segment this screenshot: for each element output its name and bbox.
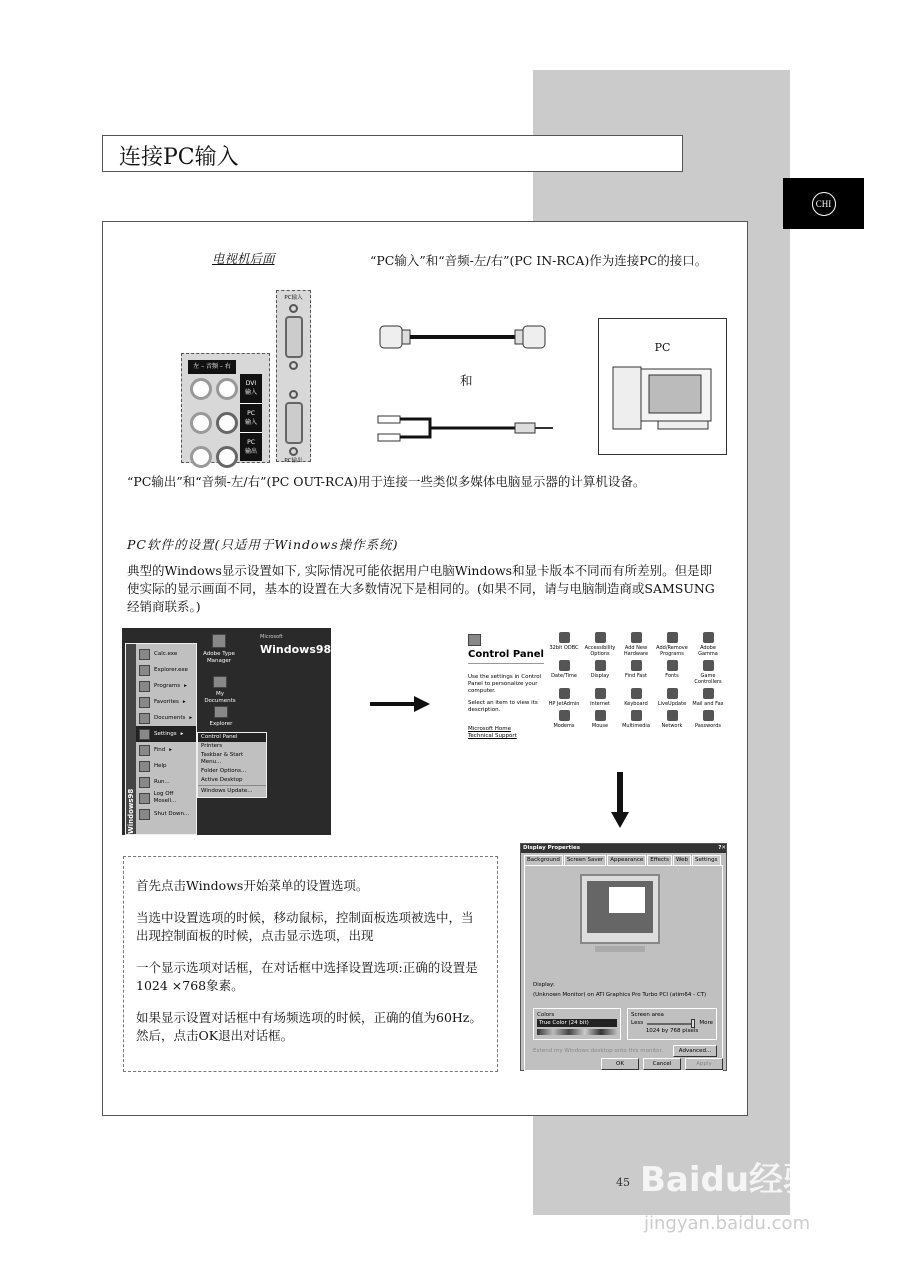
dialog-tabs [521, 853, 726, 865]
display-properties-dialog [520, 843, 727, 1071]
software-description: 典型的Windows显示设置如下, 实际情况可能依据用户电脑Windows和显卡版本不同而有所差别。但是即使实际的显示画面不同，基本的设置在大多数情况下是相同的。(如果不同，请与电脑制造商或SAMSUNG经销商联系。) [127, 563, 715, 614]
control-panel-item-icon [631, 688, 642, 699]
control-panel-item[interactable]: Network [654, 710, 690, 729]
control-panel-item-icon [667, 632, 678, 643]
dialog-tab[interactable]: Effects [647, 855, 672, 865]
dialog-tab[interactable]: Settings [692, 855, 721, 865]
control-panel-item[interactable]: HP JetAdmin [546, 688, 582, 707]
menu-item[interactable]: Explorer.exe [136, 662, 196, 678]
control-panel-item[interactable]: Passwords [690, 710, 726, 729]
control-panel-item-icon [595, 660, 606, 671]
menu-item[interactable]: Programs ▸ [136, 678, 196, 694]
pc-in-description: “PC输入”和“音频-左/右”(PC IN-RCA)作为连接PC的接口。 [370, 253, 708, 268]
control-panel-item[interactable]: Keyboard [618, 688, 654, 707]
pc-out-audio-label: PC 输出 [240, 432, 262, 461]
submenu-item[interactable]: Taskbar & Start Menu... [201, 752, 244, 765]
control-panel-item[interactable]: Adobe Gamma [690, 632, 726, 657]
control-panel-item-icon [667, 710, 678, 721]
help-close-icon[interactable]: ?✕ [718, 845, 726, 851]
vga-panel [276, 290, 311, 462]
start-menu-screenshot [122, 628, 331, 835]
dialog-tab[interactable]: Web [673, 855, 691, 865]
menu-item[interactable]: Help [136, 758, 196, 774]
control-panel-item-icon [559, 710, 570, 721]
vga-cable-icon [380, 326, 545, 348]
submenu-control-panel[interactable]: Control Panel [198, 733, 266, 742]
control-panel-item[interactable]: Display [582, 660, 618, 679]
menu-item[interactable]: Documents ▸ [136, 710, 196, 726]
control-panel-item-icon [595, 632, 606, 643]
desktop-icon: My Documents [200, 676, 240, 705]
control-panel-item-icon [559, 688, 570, 699]
display-label: Display: [533, 982, 555, 988]
vga-port-in [285, 316, 303, 358]
menu-item[interactable]: Calc.exe [136, 646, 196, 662]
pc-out-vga-label: PC输出 [284, 458, 303, 464]
microsoft-home-link[interactable]: Microsoft Home [468, 726, 512, 732]
control-panel-item[interactable]: Date/Time [546, 660, 582, 679]
control-panel-item[interactable]: Modems [546, 710, 582, 729]
control-panel-item-icon [703, 632, 714, 643]
pc-in-audio-label: PC 输入 [240, 403, 262, 432]
baidu-watermark: Baidu经验 [640, 1160, 818, 1200]
control-panel-item-icon [703, 710, 714, 721]
display-value: (Unknown Monitor) on ATI Graphics Pro Turbo PCI (atim64 - CT) [533, 992, 707, 998]
language-tab [783, 178, 864, 229]
menu-item[interactable]: Log Off Mosell... [136, 790, 196, 806]
control-panel-item[interactable]: Game Controllers [690, 660, 726, 685]
technical-support-link[interactable]: Technical Support [468, 733, 517, 739]
colors-select[interactable]: True Color (24 bit) [537, 1019, 617, 1027]
tv-rear-caption: 电视机后面 [212, 251, 275, 266]
menu-item[interactable]: Shut Down... [136, 806, 196, 822]
arrow-down-icon [610, 772, 630, 830]
control-panel-screenshot [464, 628, 727, 762]
instruction-step: 一个显示选项对话框，在对话框中选择设置选项:正确的设置是1024 ×768象素。 [136, 960, 478, 993]
dvi-in-label: DVI 输入 [240, 374, 262, 403]
instruction-step: 首先点击Windows开始菜单的设置选项。 [136, 878, 369, 893]
language-label: CHI [812, 192, 836, 216]
ok-button[interactable]: OK [601, 1058, 639, 1070]
control-panel-item[interactable]: Add/Remove Programs [654, 632, 690, 657]
instruction-step: 当选中设置选项的时候，移动鼠标，控制面板选项被选中，当出现控制面板的时候，点击显示选项，出现 [136, 910, 474, 943]
control-panel-item-icon [667, 660, 678, 671]
dialog-tab[interactable]: Screen Saver [564, 855, 606, 865]
page-number: 45 [616, 1176, 630, 1189]
resolution-slider[interactable] [647, 1023, 695, 1025]
control-panel-item-icon [595, 710, 606, 721]
control-panel-item-icon [631, 660, 642, 671]
resolution-value: 1024 by 768 pixels [645, 1028, 699, 1034]
cancel-button[interactable]: Cancel [643, 1058, 681, 1070]
vga-port-out [285, 402, 303, 444]
pc-in-vga-label: PC输入 [284, 295, 303, 301]
control-panel-hint: Select an item to view its description. [468, 700, 538, 713]
monitor-preview [580, 874, 660, 944]
start-menu-side-banner: Windows98 [126, 644, 136, 834]
control-panel-item[interactable]: Accessibility Options [582, 632, 618, 657]
screen-area-group: Screen area Less More 1024 by 768 pixels [627, 1008, 717, 1040]
submenu-item[interactable]: Printers [201, 743, 223, 749]
control-panel-item[interactable]: Multimedia [618, 710, 654, 729]
control-panel-item-icon [631, 710, 642, 721]
dialog-tab[interactable]: Background [524, 855, 563, 865]
extend-desktop-checkbox[interactable]: Extend my Windows desktop onto this monitor. [533, 1048, 664, 1054]
submenu-item[interactable]: Active Desktop [201, 777, 243, 783]
control-panel-item[interactable]: LiveUpdate [654, 688, 690, 707]
control-panel-item-icon [703, 688, 714, 699]
control-panel-item[interactable]: Mouse [582, 710, 618, 729]
dialog-titlebar: Display Properties ?✕ [523, 845, 726, 851]
advanced-button[interactable]: Advanced... [673, 1045, 717, 1057]
control-panel-item[interactable]: Internet [582, 688, 618, 707]
instruction-step: 如果显示设置对话框中有场频选项的时候，正确的值为60Hz。然后，点击OK退出对话框。 [136, 1010, 482, 1043]
software-heading: PC软件的设置(只适用于Windows操作系统) [127, 537, 399, 552]
pc-label: PC [654, 341, 671, 354]
desktop-icon: Adobe Type Manager [202, 634, 236, 665]
control-panel-item[interactable]: 32bit ODBC [546, 632, 582, 651]
apply-button[interactable]: Apply [685, 1058, 723, 1070]
audio-cable-icon [378, 416, 553, 441]
submenu-item[interactable]: Windows Update... [198, 785, 266, 797]
control-panel-item-icon [667, 688, 678, 699]
arrow-right-icon [370, 694, 432, 714]
watermark-url: jingyan.baidu.com [644, 1213, 811, 1234]
pc-out-description: “PC输出”和“音频-左/右”(PC OUT-RCA)用于连接一些类似多媒体电脑显示器的计算机设备。 [127, 474, 646, 489]
computer-icon [603, 357, 723, 437]
audio-panel [181, 353, 270, 463]
desktop-icon: Explorer [206, 706, 236, 728]
control-panel-item-icon [559, 632, 570, 643]
colors-group: Colors True Color (24 bit) [533, 1008, 621, 1040]
audio-label: 左 – 音频 – 右 [188, 360, 236, 374]
control-panel-item-icon [631, 632, 642, 643]
control-panel-title: Control Panel [468, 649, 544, 664]
pc-illustration [598, 318, 727, 455]
and-label: 和 [460, 373, 473, 388]
control-panel-item-icon [703, 660, 714, 671]
control-panel-item-icon [559, 660, 570, 671]
control-panel-item-icon [595, 688, 606, 699]
control-panel-item[interactable]: Mail and Fax [690, 688, 726, 707]
menu-item[interactable]: Favorites ▸ [136, 694, 196, 710]
control-panel-item[interactable]: Fonts [654, 660, 690, 679]
windows98-logo: Windows98 [260, 643, 332, 656]
menu-item-settings[interactable]: Settings ▸ [136, 726, 196, 742]
microsoft-label: Microsoft [260, 634, 283, 640]
settings-submenu [197, 732, 267, 798]
instructions-box [123, 856, 498, 1072]
control-panel-item[interactable]: Find Fast [618, 660, 654, 679]
menu-item[interactable]: Run... [136, 774, 196, 790]
menu-item[interactable]: Find ▸ [136, 742, 196, 758]
start-menu [125, 643, 197, 835]
control-panel-items [546, 632, 727, 732]
submenu-item[interactable]: Folder Options... [201, 768, 247, 774]
dialog-tab[interactable]: Appearance [607, 855, 646, 865]
control-panel-desc: Use the settings in Control Panel to personalize your computer. [468, 674, 542, 694]
page-title: 连接PC输入 [102, 135, 683, 172]
control-panel-item[interactable]: Add New Hardware [618, 632, 654, 657]
